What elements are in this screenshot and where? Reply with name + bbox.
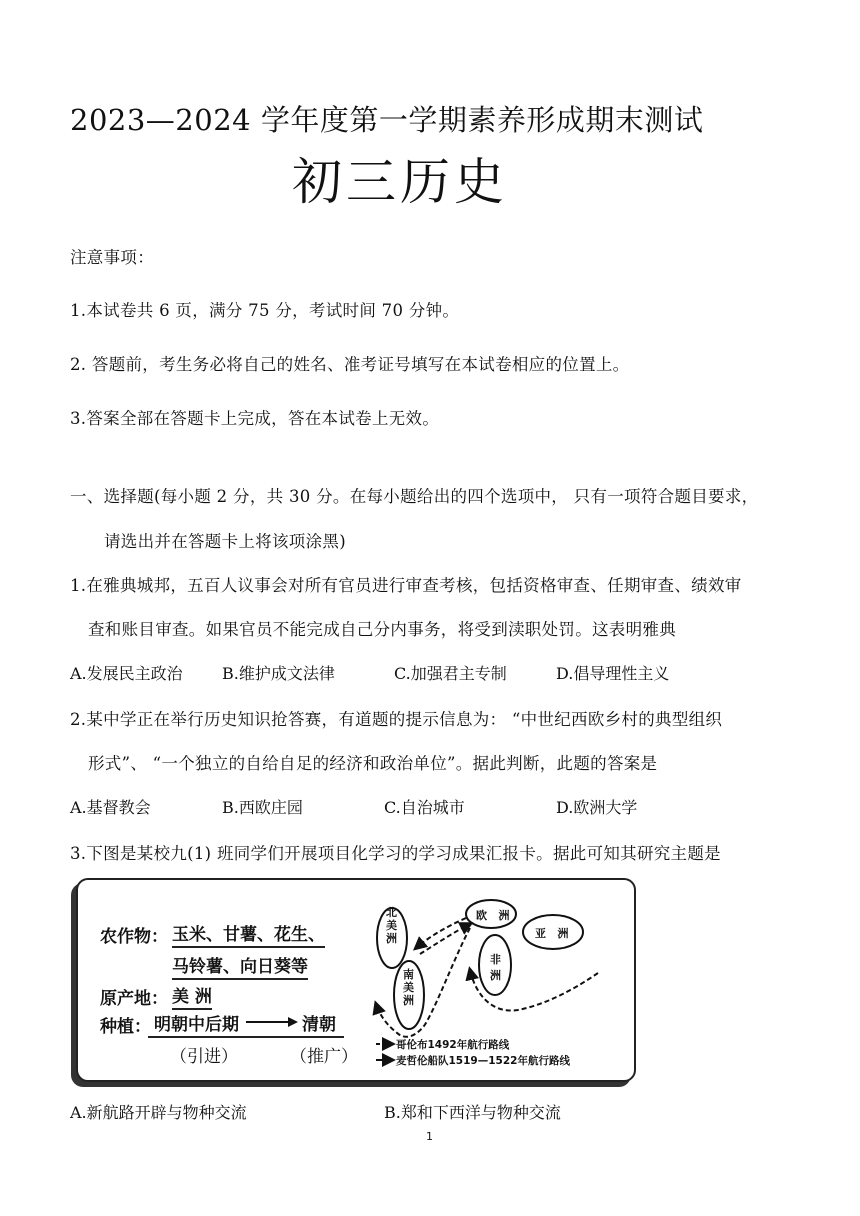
question-3-option-b: B.郑和下西洋与物种交流 <box>384 1103 561 1122</box>
section-heading-cont: 请选出并在答题卡上将该项涂黑) <box>104 532 346 551</box>
question-1-option-a: A.发展民主政治 <box>70 664 183 683</box>
question-3-option-a: A.新航路开辟与物种交流 <box>70 1103 247 1122</box>
question-1-text-cont: 查和账目审查。如果官员不能完成自己分内事务，将受到渎职处罚。这表明雅典 <box>88 620 676 639</box>
planting-from: 明朝中后期 <box>154 1015 239 1035</box>
question-2-option-b: B.西欧庄园 <box>222 798 303 817</box>
crops-line-1: 玉米、甘薯、花生、 <box>172 925 325 948</box>
legend-magellan: 麦哲伦船队1519—1522年航行路线 <box>396 1055 570 1067</box>
notice-item-1: 1.本试卷共 6 页，满分 75 分，考试时间 70 分钟。 <box>70 301 460 320</box>
question-2-text-cont: 形式”、 “一个独立的自给自足的经济和政治单位”。据此判断，此题的答案是 <box>88 754 658 773</box>
africa-label: 非 洲 <box>490 953 501 982</box>
south-america-label: 南 美 洲 <box>403 968 414 1007</box>
question-2-option-a: A.基督教会 <box>70 798 151 817</box>
page-number: 1 <box>426 1130 433 1143</box>
question-2-option-d: D.欧洲大学 <box>556 798 638 817</box>
question-1-text: 1.在雅典城邦，五百人议事会对所有官员进行审查考核，包括资格审查、任期审查、绩效审 <box>70 576 742 595</box>
crops-line-2: 马铃薯、向日葵等 <box>172 957 308 980</box>
origin-label: 原产地： <box>100 989 168 1009</box>
legend-columbus: 哥伦布1492年航行路线 <box>396 1039 510 1051</box>
notice-item-2: 2. 答题前，考生务必将自己的姓名、准考证号填写在本试卷相应的位置上。 <box>70 355 630 374</box>
planting-to-note: （推广） <box>290 1047 358 1067</box>
north-america-label: 北 美 洲 <box>386 906 397 945</box>
question-1-option-c: C.加强君主专制 <box>394 664 507 683</box>
question-1-option-b: B.维护成文法律 <box>222 664 335 683</box>
exam-subject: 初三历史 <box>292 153 508 211</box>
section-heading: 一、选择题(每小题 2 分，共 30 分。在每小题给出的四个选项中， 只有一项符合题目要求， <box>70 487 759 506</box>
crops-label: 农作物： <box>100 927 168 947</box>
asia-label: 亚 洲 <box>535 927 569 940</box>
columbus-route <box>416 918 466 948</box>
arrow-icon <box>244 1014 300 1028</box>
planting-underline <box>148 1036 344 1038</box>
notice-item-3: 3.答案全部在答题卡上完成，答在本试卷上无效。 <box>70 409 440 428</box>
question-1-option-d: D.倡导理性主义 <box>556 664 670 683</box>
question-2-option-c: C.自治城市 <box>384 798 465 817</box>
planting-from-note: （引进） <box>170 1047 238 1067</box>
notice-heading: 注意事项： <box>70 248 154 267</box>
origin-value: 美 洲 <box>172 987 212 1010</box>
exam-title: 2023—2024 学年度第一学期素养形成期末测试 <box>70 103 704 137</box>
planting-to: 清朝 <box>302 1015 336 1035</box>
question-3-text: 3.下图是某校九(1) 班同学们开展项目化学习的学习成果汇报卡。据此可知其研究主题是 <box>70 844 721 863</box>
europe-label: 欧 洲 <box>476 909 510 922</box>
report-card-figure <box>76 878 636 1082</box>
planting-label: 种植： <box>100 1017 151 1037</box>
question-2-text: 2.某中学正在举行历史知识抢答赛，有道题的提示信息为： “中世纪西欧乡村的典型组织 <box>70 710 723 729</box>
